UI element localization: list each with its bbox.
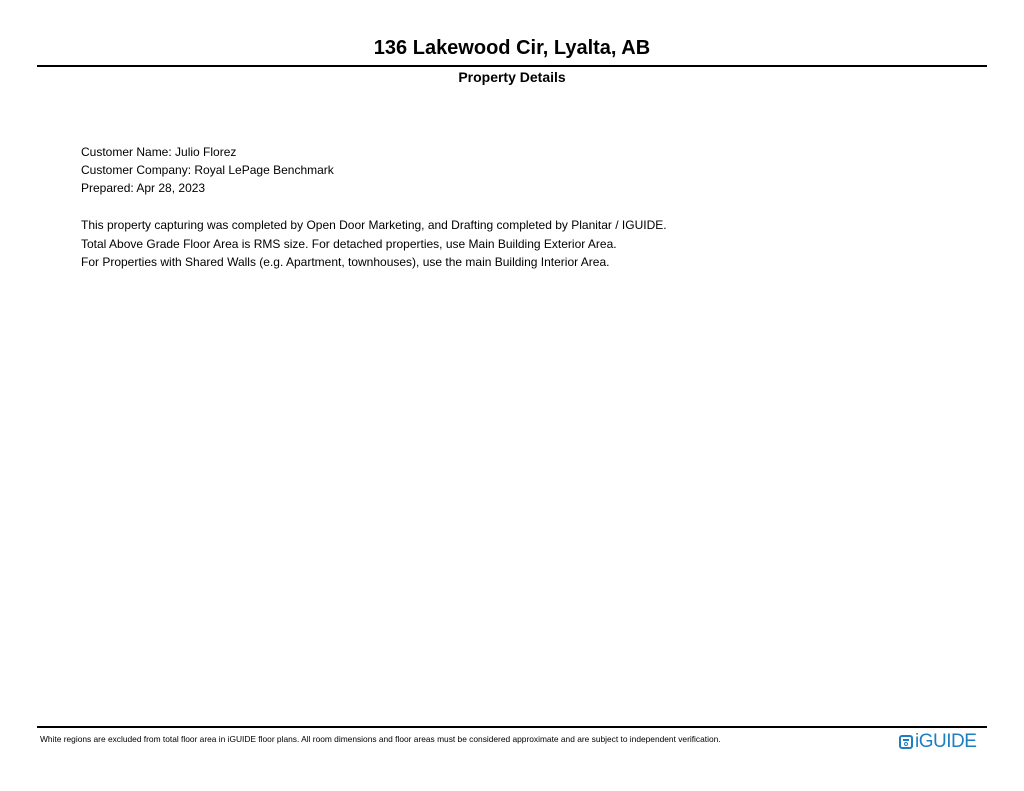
page-title: 136 Lakewood Cir, Lyalta, AB xyxy=(373,37,651,59)
iguide-logo-icon xyxy=(899,735,913,749)
logo-text: iGUIDE xyxy=(915,731,977,752)
prepared-date: Prepared: Apr 28, 2023 xyxy=(81,181,206,195)
iguide-logo xyxy=(899,730,976,754)
footer-divider xyxy=(37,726,987,728)
note-shared-walls: For Properties with Shared Walls (e.g. Apartment, townhouses), use the main Building Interior Area. xyxy=(81,255,610,269)
customer-info xyxy=(81,143,334,197)
header-divider xyxy=(37,65,987,67)
note-capturing: This property capturing was completed by Open Door Marketing, and Drafting completed by Planitar / IGUIDE. xyxy=(81,218,667,232)
note-floor-area: Total Above Grade Floor Area is RMS size. For detached properties, use Main Building Exterior Area. xyxy=(81,236,617,251)
customer-company: Customer Company: Royal LePage Benchmark xyxy=(81,163,334,177)
section-title: Property Details xyxy=(458,69,566,85)
customer-name: Customer Name: Julio Florez xyxy=(81,145,237,159)
footer-disclaimer: White regions are excluded from total floor area in iGUIDE floor plans. All room dimensions and floor areas must be considered approximate and are subject to independent verification. xyxy=(40,734,721,744)
property-notes xyxy=(81,216,667,272)
